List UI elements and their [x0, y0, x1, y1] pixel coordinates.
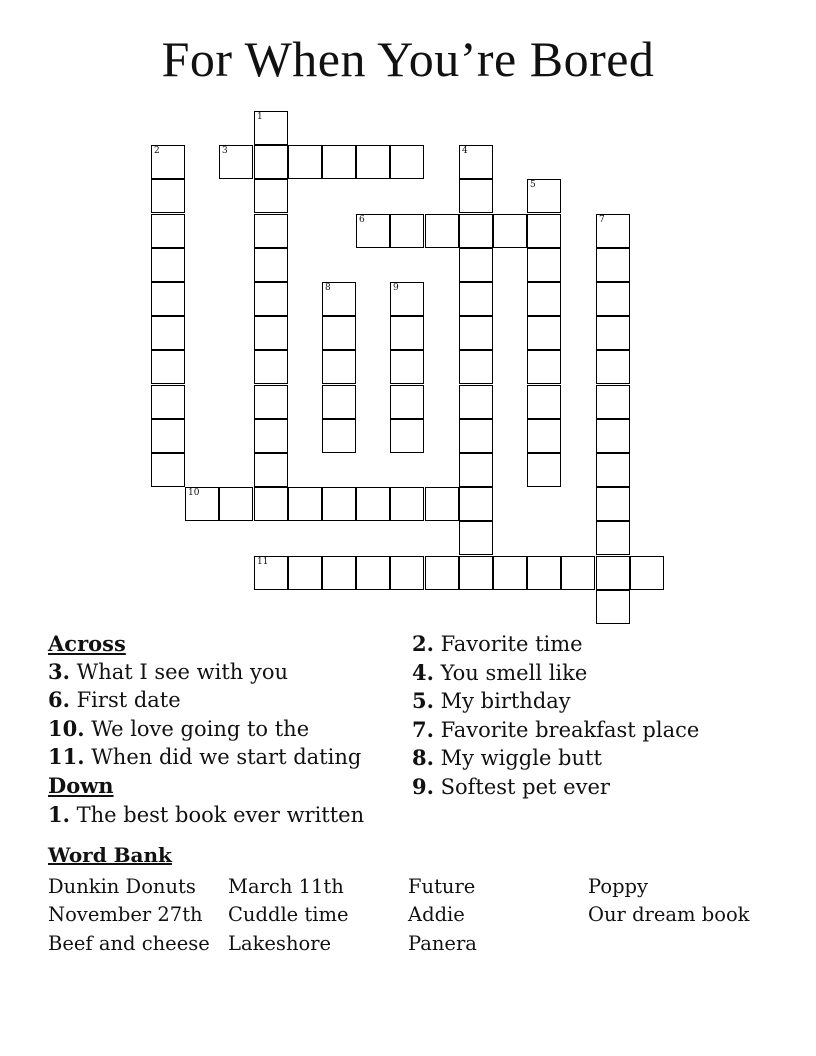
crossword-cell[interactable]	[151, 316, 185, 350]
crossword-cell[interactable]	[151, 385, 185, 419]
crossword-cell[interactable]	[459, 453, 493, 487]
clue-across-6: 6. First date	[48, 687, 181, 712]
clue-number: 5	[530, 180, 536, 190]
clue-down-2: 2. Favorite time	[412, 631, 583, 656]
crossword-cell[interactable]	[254, 419, 288, 453]
crossword-cell[interactable]	[459, 556, 493, 590]
crossword-cell[interactable]	[254, 487, 288, 521]
crossword-cell[interactable]	[254, 385, 288, 419]
clue-down-4: 4. You smell like	[412, 659, 588, 685]
crossword-cell[interactable]	[322, 487, 356, 521]
crossword-cell[interactable]	[425, 556, 459, 590]
crossword-cell[interactable]	[493, 214, 527, 248]
crossword-cell[interactable]	[596, 521, 630, 555]
crossword-cell[interactable]	[596, 350, 630, 384]
crossword-cell[interactable]	[596, 487, 630, 521]
crossword-cell[interactable]	[459, 521, 493, 555]
word-bank-item: November 27th	[48, 903, 203, 926]
crossword-cell[interactable]	[390, 385, 424, 419]
crossword-cell[interactable]	[390, 282, 424, 316]
crossword-cell[interactable]	[390, 350, 424, 384]
crossword-cell[interactable]	[322, 419, 356, 453]
crossword-cell[interactable]	[288, 145, 322, 179]
crossword-cell[interactable]	[630, 556, 664, 590]
crossword-cell[interactable]	[459, 214, 493, 248]
crossword-cell[interactable]	[254, 556, 288, 590]
crossword-cell[interactable]	[527, 248, 561, 282]
word-bank-item: Poppy	[588, 875, 649, 898]
crossword-cell[interactable]	[596, 453, 630, 487]
crossword-cell[interactable]	[151, 179, 185, 213]
crossword-cell[interactable]	[527, 179, 561, 213]
word-bank-item: Panera	[408, 932, 477, 955]
crossword-cell[interactable]	[322, 385, 356, 419]
crossword-cell[interactable]	[219, 145, 253, 179]
crossword-cell[interactable]	[356, 556, 390, 590]
word-bank-item: Beef and cheese	[48, 932, 210, 955]
crossword-cell[interactable]	[527, 350, 561, 384]
across-heading: Across	[48, 631, 126, 656]
crossword-cell[interactable]	[254, 179, 288, 213]
crossword-cell[interactable]	[151, 419, 185, 453]
crossword-cell[interactable]	[459, 419, 493, 453]
crossword-cell[interactable]	[254, 214, 288, 248]
crossword-cell[interactable]	[356, 214, 390, 248]
clue-number: 10	[188, 488, 200, 498]
crossword-cell[interactable]	[596, 556, 630, 590]
crossword-cell[interactable]	[459, 316, 493, 350]
clue-down-1: 1. The best book ever written	[48, 802, 365, 827]
clue-down-5: 5. My birthday	[412, 688, 571, 713]
crossword-cell[interactable]	[596, 590, 630, 624]
clue-number: 9	[393, 283, 399, 293]
crossword-cell[interactable]	[459, 487, 493, 521]
crossword-cell[interactable]	[390, 214, 424, 248]
clue-down-8: 8. My wiggle butt	[412, 745, 602, 770]
crossword-cell[interactable]	[596, 282, 630, 316]
crossword-cell[interactable]	[425, 214, 459, 248]
crossword-cell[interactable]	[596, 248, 630, 282]
clue-down-7: 7. Favorite breakfast place	[412, 716, 700, 742]
clue-number: 2	[154, 146, 160, 156]
crossword-cell[interactable]	[527, 385, 561, 419]
crossword-cell[interactable]	[254, 145, 288, 179]
clue-across-11: 11. When did we start dating	[48, 744, 362, 769]
crossword-cell[interactable]	[322, 556, 356, 590]
crossword-cell[interactable]	[527, 214, 561, 248]
crossword-cell[interactable]	[596, 214, 630, 248]
clues-left-column	[48, 630, 364, 830]
crossword-cell[interactable]	[322, 350, 356, 384]
crossword-cell[interactable]	[219, 487, 253, 521]
clues-right-column	[412, 630, 699, 801]
crossword-cell[interactable]	[288, 556, 322, 590]
crossword-cell[interactable]	[527, 282, 561, 316]
crossword-cell[interactable]	[527, 316, 561, 350]
word-bank-item: Cuddle time	[228, 903, 349, 926]
clue-number: 1	[257, 112, 263, 122]
crossword-cell[interactable]	[356, 487, 390, 521]
crossword-cell[interactable]	[459, 145, 493, 179]
crossword-cell[interactable]	[254, 316, 288, 350]
crossword-cell[interactable]	[356, 145, 390, 179]
crossword-cell[interactable]	[390, 145, 424, 179]
crossword-cell[interactable]	[254, 453, 288, 487]
crossword-cell[interactable]	[425, 487, 459, 521]
clue-number: 8	[325, 283, 331, 293]
down-heading: Down	[48, 772, 114, 798]
crossword-cell[interactable]	[151, 453, 185, 487]
crossword-cell[interactable]	[151, 350, 185, 384]
crossword-cell[interactable]	[254, 248, 288, 282]
crossword-cell[interactable]	[322, 316, 356, 350]
page-title: For When You’re Bored	[161, 31, 655, 87]
crossword-cell[interactable]	[322, 282, 356, 316]
clue-number: 4	[462, 146, 468, 156]
crossword-cell[interactable]	[390, 556, 424, 590]
crossword-cell[interactable]	[254, 282, 288, 316]
clue-down-9: 9. Softest pet ever	[412, 773, 610, 799]
crossword-cell[interactable]	[596, 316, 630, 350]
crossword-cell[interactable]	[596, 419, 630, 453]
clue-across-10: 10. We love going to the	[48, 715, 310, 741]
clue-number: 6	[359, 215, 365, 225]
crossword-cell[interactable]	[390, 419, 424, 453]
crossword-cell[interactable]	[322, 145, 356, 179]
crossword-cell[interactable]	[254, 350, 288, 384]
word-bank-item: Our dream book	[588, 903, 750, 926]
crossword-cell[interactable]	[151, 214, 185, 248]
crossword-cell[interactable]	[151, 248, 185, 282]
crossword-cell[interactable]	[151, 282, 185, 316]
crossword-cell[interactable]	[459, 350, 493, 384]
crossword-cell[interactable]	[596, 385, 630, 419]
crossword-cell[interactable]	[151, 145, 185, 179]
clue-number: 3	[222, 146, 228, 156]
word-bank-item: Future	[408, 875, 476, 898]
crossword-cell[interactable]	[493, 556, 527, 590]
crossword-cell[interactable]	[459, 282, 493, 316]
word-bank-item: Addie	[408, 903, 465, 926]
crossword-cell[interactable]	[185, 487, 219, 521]
crossword-cell[interactable]	[459, 248, 493, 282]
crossword-cell[interactable]	[527, 556, 561, 590]
crossword-cell[interactable]	[390, 316, 424, 350]
clue-number: 11	[257, 557, 269, 567]
crossword-cell[interactable]	[459, 385, 493, 419]
crossword-cell[interactable]	[561, 556, 595, 590]
word-bank-item: Lakeshore	[228, 932, 332, 955]
crossword-cell[interactable]	[254, 111, 288, 145]
crossword-cell[interactable]	[459, 179, 493, 213]
crossword-cell[interactable]	[527, 419, 561, 453]
word-bank-item: March 11th	[228, 875, 344, 898]
word-bank-heading: Word Bank	[48, 843, 172, 867]
crossword-cell[interactable]	[527, 453, 561, 487]
crossword-cell[interactable]	[288, 487, 322, 521]
word-bank-item: Dunkin Donuts	[48, 875, 196, 898]
clue-across-3: 3. What I see with you	[48, 658, 288, 684]
crossword-cell[interactable]	[390, 487, 424, 521]
clue-number: 7	[599, 215, 605, 225]
